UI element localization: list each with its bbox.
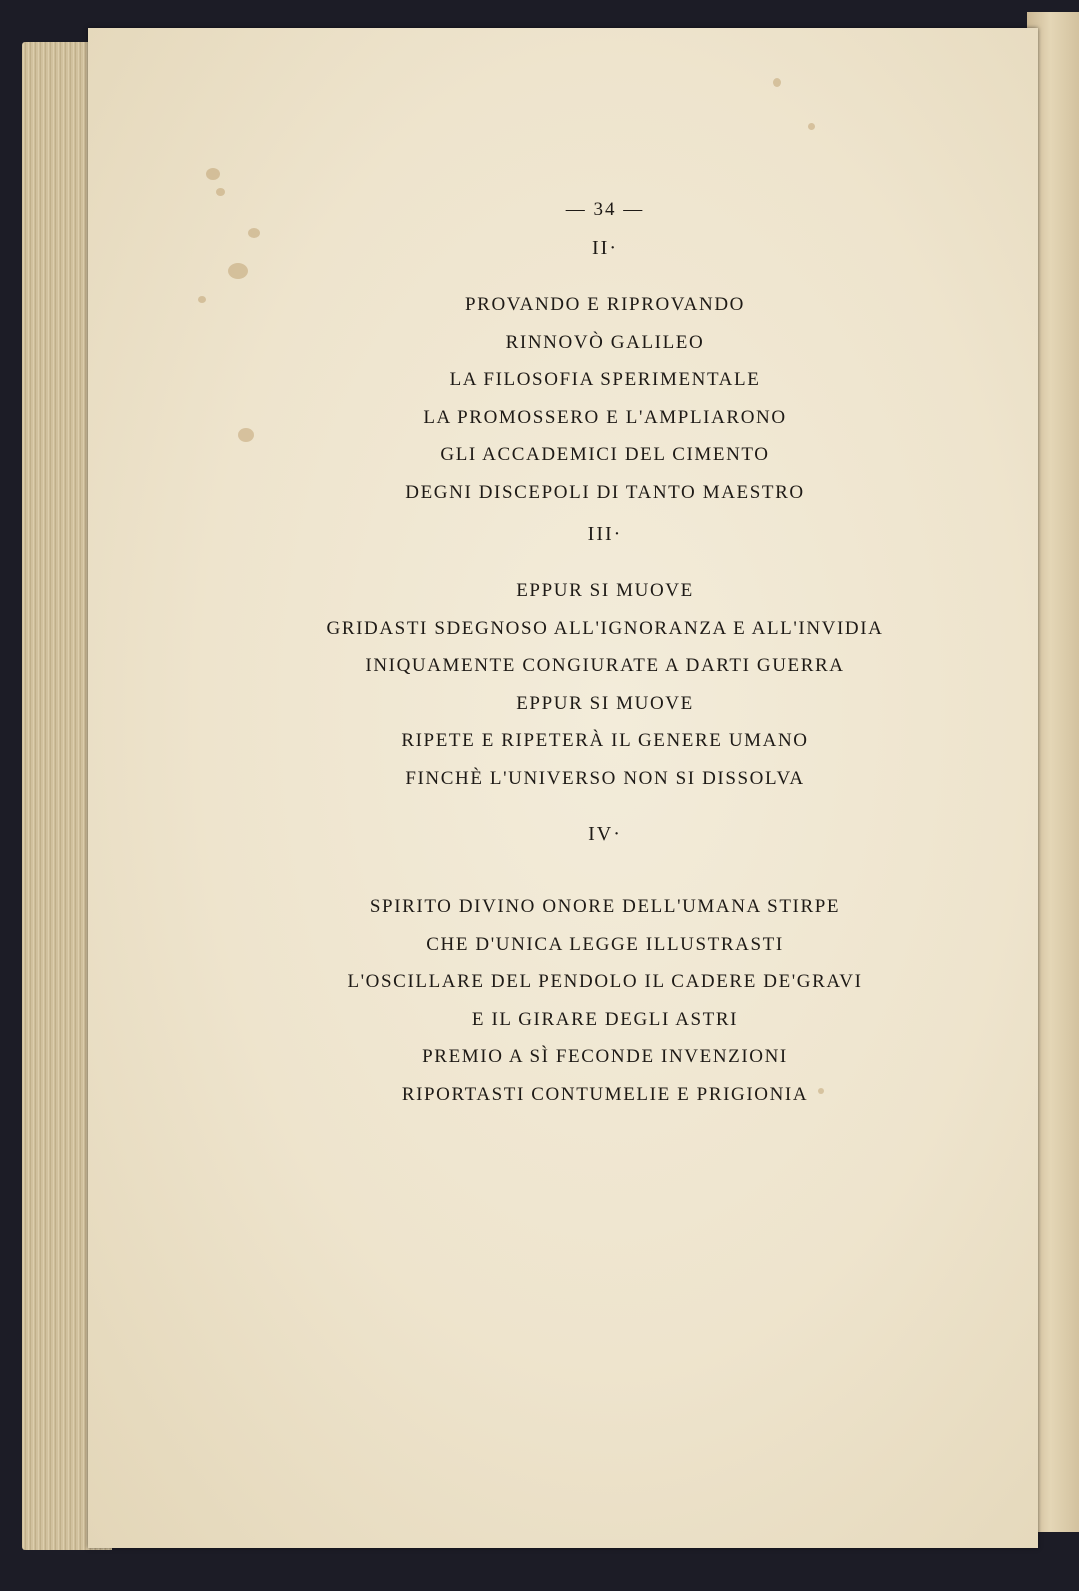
inscription-line: LA PROMOSSERO E L'AMPLIARONO [423,406,787,428]
inscription-line: RINNOVÒ GALILEO [505,331,705,353]
inscription-line: RIPETE E RIPETERÀ IL GENERE UMANO [401,730,809,751]
foxing-spot [248,228,260,238]
foxing-spot [238,428,254,442]
inscription-line: LA FILOSOFIA SPERIMENTALE [449,369,761,390]
inscription-line: PROVANDO E RIPROVANDO [465,294,745,315]
inscription-line: FINCHÈ L'UNIVERSO NON SI DISSOLVA [405,767,805,789]
foxing-spot [228,263,248,279]
inscription-line: E IL GIRARE DEGLI ASTRI [471,1008,739,1030]
inscription-stanza [280,286,930,511]
inscription-stanza [280,888,930,1113]
inscription-line: EPPUR SI MUOVE [516,692,694,714]
foxing-spot [206,168,220,180]
page-text [280,195,930,1125]
foxing-spot [216,188,225,196]
inscription-line: DEGNI DISCEPOLI DI TANTO MAESTRO [405,481,805,503]
foxing-spot [198,296,206,303]
inscription-stanza [280,572,930,797]
foxing-spot [773,78,781,87]
inscription-line: PREMIO A SÌ FECONDE INVENZIONI [422,1046,788,1067]
inscription-line: INIQUAMENTE CONGIURATE A DARTI GUERRA [365,655,845,676]
section-numeral: II· [592,237,618,259]
inscription-line: SPIRITO DIVINO ONORE DELL'UMANA STIRPE [369,896,841,917]
inscription-line: CHE D'UNICA LEGGE ILLUSTRASTI [426,933,784,955]
foxing-spot [808,123,815,130]
inscription-line: RIPORTASTI CONTUMELIE E PRIGIONIA [401,1083,809,1105]
inscription-line: GLI ACCADEMICI DEL CIMENTO [440,444,770,465]
section-numeral: IV· [588,823,622,845]
inscription-line: EPPUR SI MUOVE [516,580,694,601]
section-numeral: III· [587,523,623,545]
inscription-line: L'OSCILLARE DEL PENDOLO IL CADERE DE'GRAVI [347,971,863,992]
inscription-line: GRIDASTI SDEGNOSO ALL'IGNORANZA E ALL'INVIDIA [326,617,884,639]
page-number: — 34 — [565,199,645,220]
